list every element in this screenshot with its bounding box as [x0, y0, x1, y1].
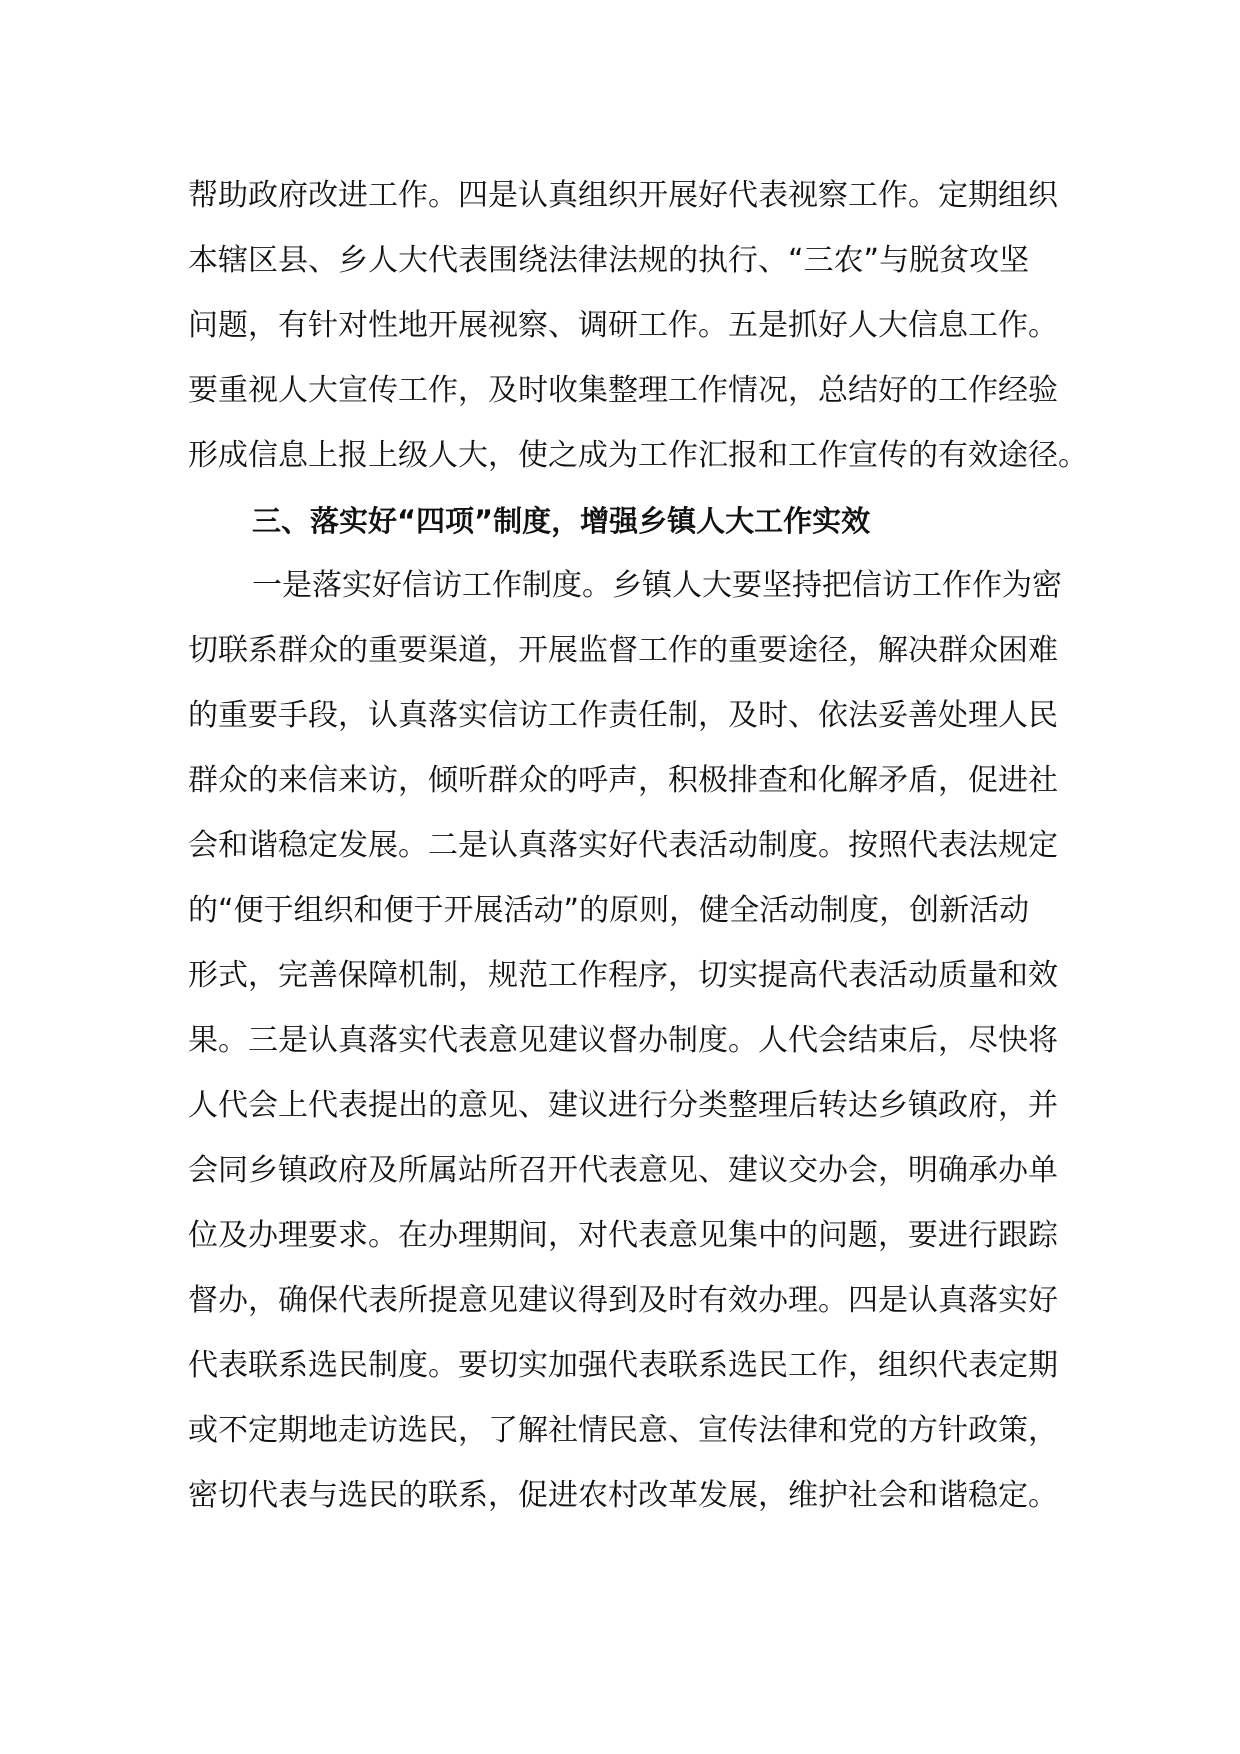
body-line: 或不定期地走访选民，了解社情民意、宣传法律和党的方针政策，	[188, 1413, 1058, 1448]
body-line: 要重视人大宣传工作，及时收集整理工作情况，总结好的工作经验	[188, 373, 1058, 408]
body-line: 代表联系选民制度。要切实加强代表联系选民工作，组织代表定期	[188, 1348, 1058, 1383]
body-line: 一是落实好信访工作制度。乡镇人大要坚持把信访工作作为密	[252, 568, 1062, 603]
body-line: 督办，确保代表所提意见建议得到及时有效办理。四是认真落实好	[188, 1283, 1058, 1318]
body-line: 会同乡镇政府及所属站所召开代表意见、建议交办会，明确承办单	[188, 1153, 1058, 1188]
body-line: 问题，有针对性地开展视察、调研工作。五是抓好人大信息工作。	[188, 308, 1058, 343]
body-line: 的重要手段，认真落实信访工作责任制，及时、依法妥善处理人民	[188, 698, 1058, 733]
body-line: 切联系群众的重要渠道，开展监督工作的重要途径，解决群众困难	[188, 633, 1058, 668]
body-line: 位及办理要求。在办理期间，对代表意见集中的问题，要进行跟踪	[188, 1218, 1058, 1253]
body-line: 本辖区县、乡人大代表围绕法律法规的执行、“三农”与脱贫攻坚	[188, 243, 1030, 278]
body-line: 密切代表与选民的联系，促进农村改革发展，维护社会和谐稳定。	[188, 1478, 1058, 1513]
body-line: 人代会上代表提出的意见、建议进行分类整理后转达乡镇政府，并	[188, 1088, 1058, 1123]
body-line: 帮助政府改进工作。四是认真组织开展好代表视察工作。定期组织	[188, 178, 1058, 213]
body-line: 的“便于组织和便于开展活动”的原则，健全活动制度，创新活动	[188, 893, 1030, 928]
body-line: 果。三是认真落实代表意见建议督办制度。人代会结束后，尽快将	[188, 1023, 1058, 1058]
body-line: 会和谐稳定发展。二是认真落实好代表活动制度。按照代表法规定	[188, 828, 1058, 863]
body-line: 形式，完善保障机制，规范工作程序，切实提高代表活动质量和效	[188, 958, 1058, 993]
body-line: 群众的来信来访，倾听群众的呼声，积极排查和化解矛盾，促进社	[188, 763, 1058, 798]
body-line: 形成信息上报上级人大，使之成为工作汇报和工作宣传的有效途径。	[188, 438, 1088, 473]
section-heading: 三、落实好“四项”制度，增强乡镇人大工作实效	[252, 504, 871, 538]
